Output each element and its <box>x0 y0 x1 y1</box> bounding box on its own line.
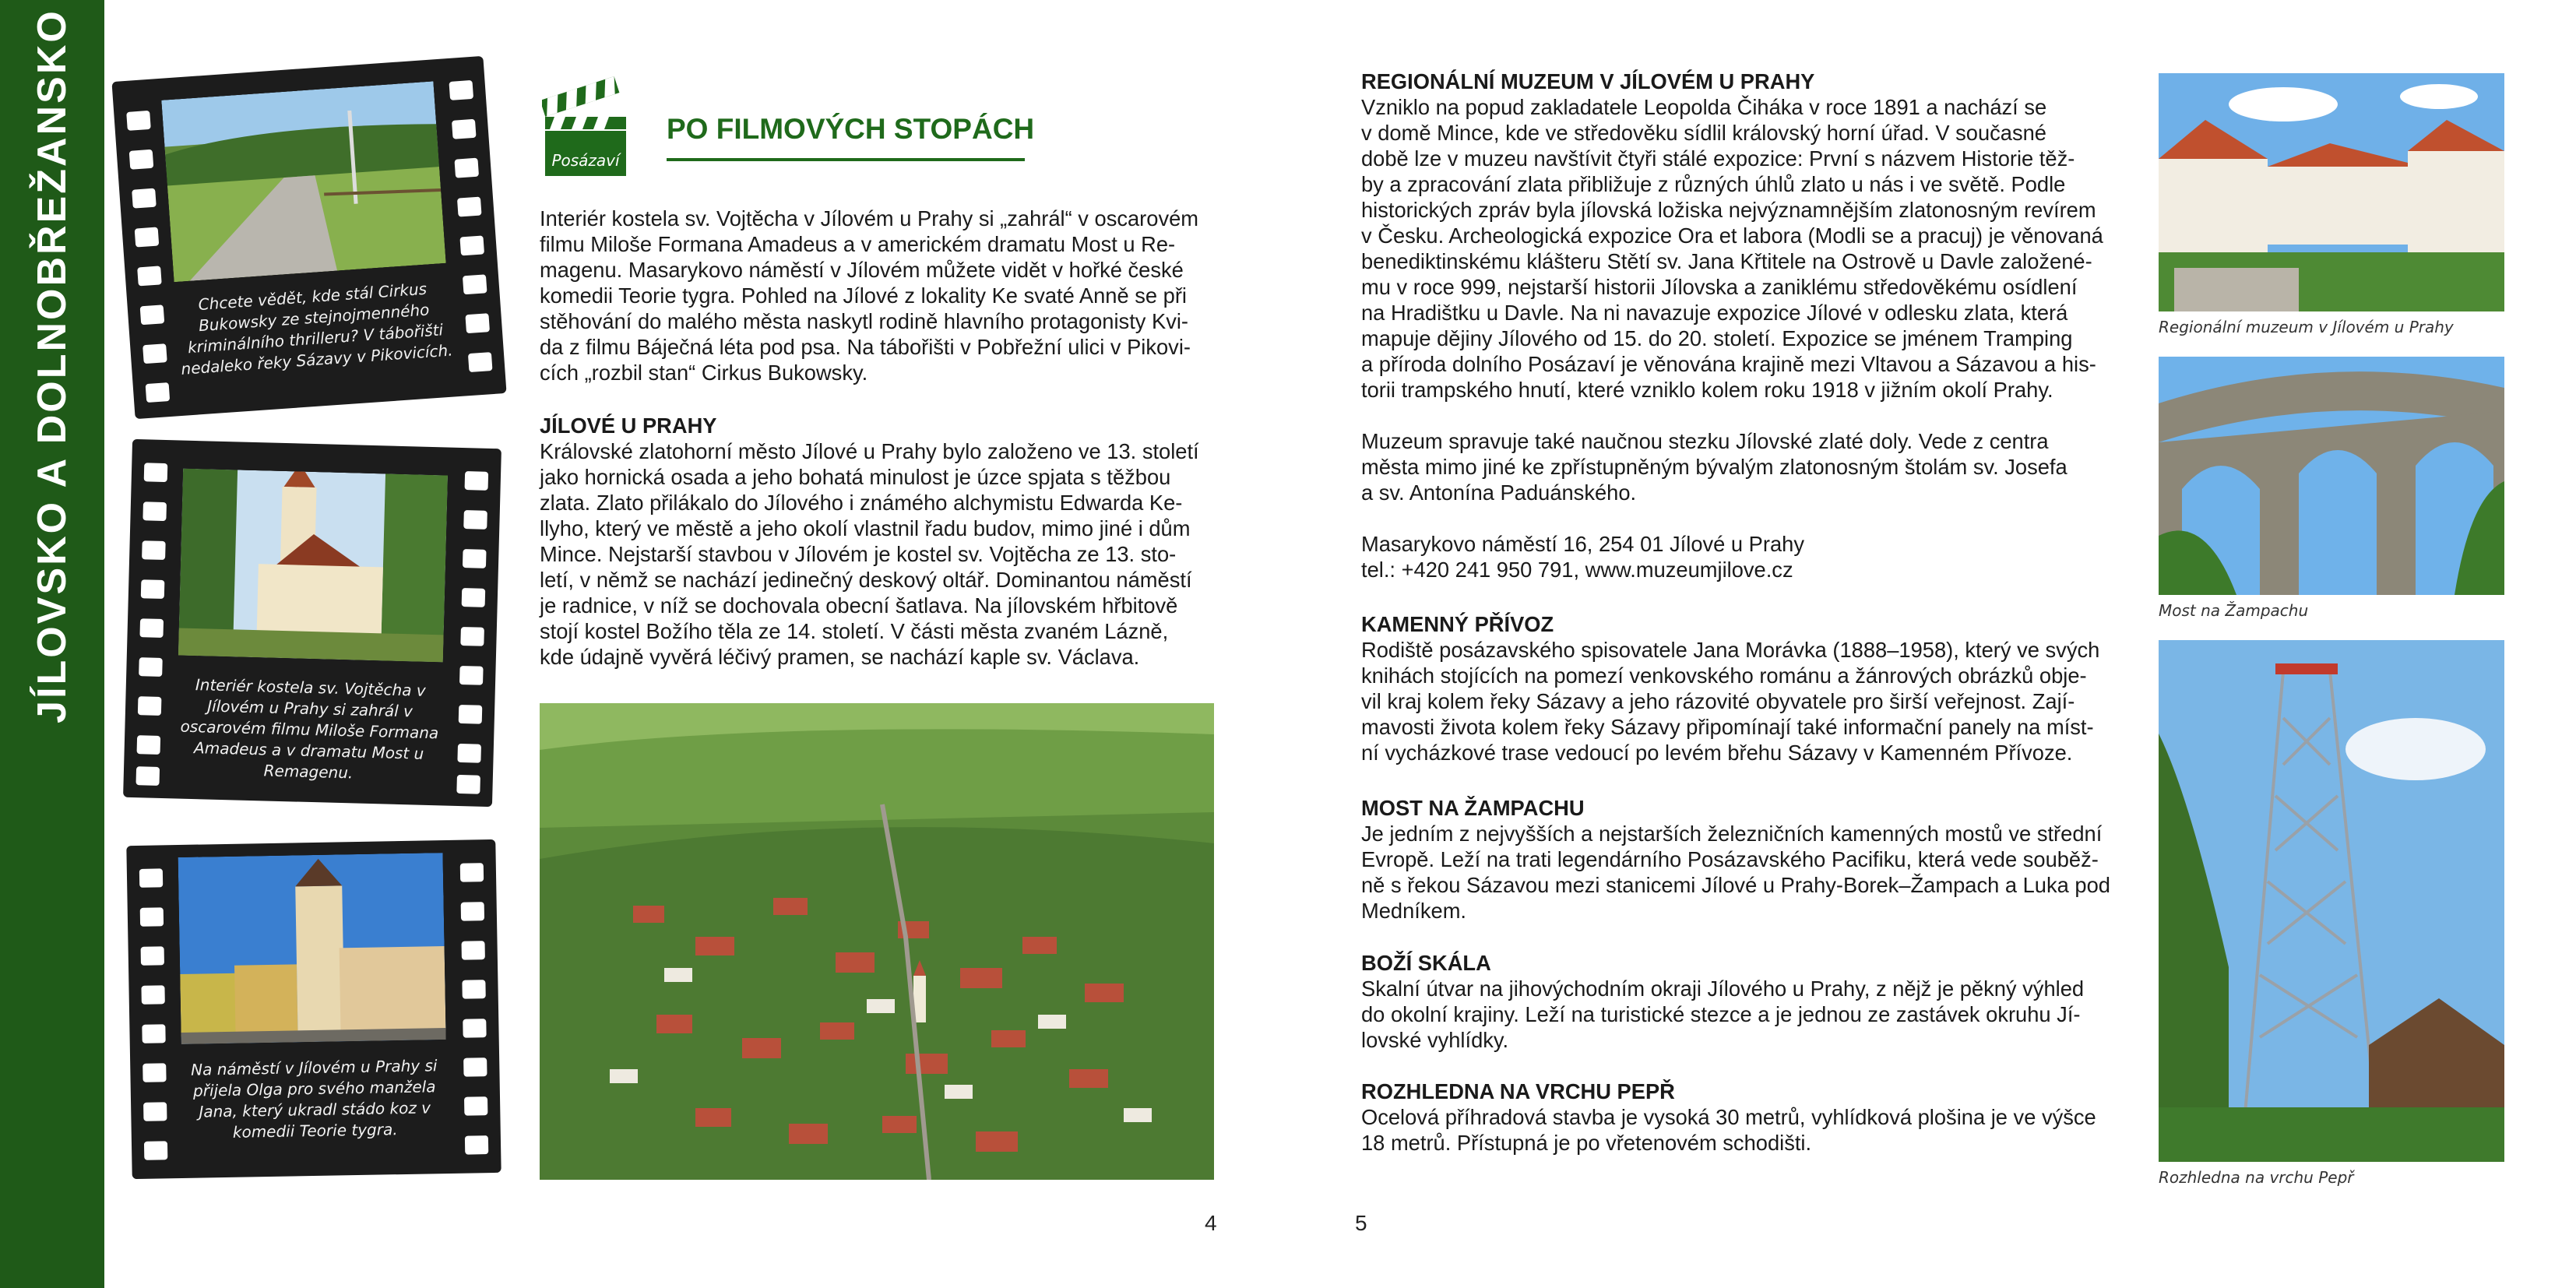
kamenny-line: knihách stojících na pomezí venkovského románu a žánrových obrázků obje- <box>1361 663 2087 688</box>
kamenny-line: mavosti života kolem řeky Sázavy připomínají také informační panely na míst- <box>1361 715 2094 739</box>
jilove-line: llyho, který ve městě a jeho okolí vlastnil řadu budov, mimo jiné i dům <box>540 516 1191 540</box>
section-rule <box>667 158 1025 161</box>
museum-line: na Hradištku u Davle. Na ni navazuje expozice Jílové v odlesku zlata, která <box>1361 301 2068 325</box>
museum-line: době lze v muzeu navštívit čtyři stálé expozice: První s názvem Historie těž- <box>1361 146 2075 171</box>
museum-photo-caption: Regionální muzeum v Jílovém u Prahy <box>2159 318 2454 336</box>
museum-line: v domě Mince, kde ve středověku sídlil královský horní úřad. V současné <box>1361 121 2046 145</box>
film-strip-3 <box>126 839 501 1179</box>
section-title: PO FILMOVÝCH STOPÁCH <box>667 113 1035 145</box>
museum-line: mapuje dějiny Jílového od 15. do 20. století. Expozice se jménem Tramping <box>1361 326 2073 350</box>
jilove-line: Mince. Nejstarší stavbou v Jílovém je kostel sv. Vojtěcha ze 13. sto- <box>540 542 1177 566</box>
jilove-line: zlata. Zlato přilákalo do Jílového i známého alchymistu Edwarda Ke- <box>540 491 1183 515</box>
intro-line: stěhování do malého města naskytl rodině hlavního protagonisty Kvi- <box>540 309 1189 333</box>
jilove-line: Královské zlatohorní město Jílové u Prahy bylo založeno ve 13. století <box>540 439 1199 463</box>
film-photo-square <box>178 853 446 1044</box>
tower-photo <box>2159 640 2504 1162</box>
side-title: JÍLOVSKO A DOLNOBŘEŽANSKO <box>30 9 75 723</box>
jilove-line: je radnice, v níž se dochovala obecní šatlava. Na jílovském hřbitově <box>540 593 1178 618</box>
jilove-line: kde údajně vyvěrá léčivý pramen, se nachází kaple sv. Václava. <box>540 645 1140 669</box>
film-strip-2 <box>123 439 501 807</box>
most-line: ně s řekou Sázavou mezi stanicemi Jílové u Prahy-Borek–Žampach a Luka pod <box>1361 873 2110 897</box>
intro-line: komedii Teorie tygra. Pohled na Jílové z lokality Ke svaté Anně se při <box>540 283 1187 308</box>
film-strip-1 <box>111 56 506 419</box>
museum-line2: Muzeum spravuje také naučnou stezku Jílovské zlaté doly. Vede z centra <box>1361 429 2049 453</box>
aerial-town-photo <box>540 703 1214 1180</box>
film-photo-church <box>178 469 448 663</box>
museum-line: a příroda dolního Posázaví je věnována krajině mezi Vltavou a Sázavou a his- <box>1361 352 2096 376</box>
film-caption-3: Na náměstí v Jílovém u Prahy si přijela Olga pro svého manžela Jana, který ukradl stádo koz v komedii Teorie tygra. <box>190 1056 438 1142</box>
intro-line: da z filmu Báječná léta pod psa. Na tábořišti v Pobřežní ulici v Pikovi- <box>540 335 1191 359</box>
intro-line: cích „rozbil stan“ Cirkus Bukowsky. <box>540 361 868 385</box>
museum-line2: a sv. Antonína Paduánského. <box>1361 480 1637 505</box>
jilove-line: stojí kostel Božího těla ze 14. století. V části města zvaném Lázně, <box>540 619 1169 643</box>
bozi-line: do okolní krajiny. Leží na turistické stezce a je jednou ze zastávek okruhu Jí- <box>1361 1002 2081 1026</box>
clapper-label: Posázaví <box>551 151 620 170</box>
kamenny-section <box>1361 611 2117 765</box>
jilove-section <box>540 413 1214 670</box>
bozi-heading: BOŽÍ SKÁLA <box>1361 951 1491 975</box>
intro-line: filmu Miloše Formana Amadeus a v americkém dramatu Most u Re- <box>540 232 1176 256</box>
viaduct-photo <box>2159 357 2504 595</box>
side-band <box>0 0 104 1288</box>
kamenny-line: Rodiště posázavského spisovatele Jana Morávka (1888–1958), který ve svých <box>1361 638 2100 662</box>
museum-address: Masarykovo náměstí 16, 254 01 Jílové u Prahy <box>1361 532 1804 556</box>
most-heading: MOST NA ŽAMPACHU <box>1361 796 1585 820</box>
museum-line: Vzniklo na popud zakladatele Leopolda Čiháka v roce 1891 a nachází se <box>1361 95 2047 119</box>
museum-heading: REGIONÁLNÍ MUZEUM V JÍLOVÉM U PRAHY <box>1361 69 1815 93</box>
intro-line: magenu. Masarykovo náměstí v Jílovém můžete vidět v hořké české <box>540 258 1184 282</box>
most-line: Je jedním z nejvyšších a nejstarších železničních kamenných mostů ve střední <box>1361 822 2103 846</box>
kamenny-line: ní vycházkové trase vedoucí po levém břehu Sázavy v Kamenném Přívoze. <box>1361 741 2073 765</box>
tower-photo-caption: Rozhledna na vrchu Pepř <box>2159 1168 2354 1187</box>
bozi-line: Skalní útvar na jihovýchodním okraji Jílového u Prahy, z nějž je pěkný výhled <box>1361 977 2085 1001</box>
clapperboard-icon <box>542 70 629 178</box>
intro-line: Interiér kostela sv. Vojtěcha v Jílovém u Prahy si „zahrál“ v oscarovém <box>540 206 1199 231</box>
museum-line: v Česku. Archeologická expozice Ora et labora (Modli se a pracuj) je věnovaná <box>1361 223 2103 248</box>
kamenny-heading: KAMENNÝ PŘÍVOZ <box>1361 612 1554 636</box>
film-caption-2: Interiér kostela sv. Vojtěcha v Jílovém u Prahy si zahrál v oscarovém filmu Miloše Formana Amadeus a v dramatu Most u Remagenu. <box>180 675 439 783</box>
museum-photo <box>2159 73 2504 311</box>
most-line: Evropě. Leží na trati legendárního Posázavského Pacifiku, která vede souběž- <box>1361 847 2099 871</box>
bozi-line: lovské vyhlídky. <box>1361 1028 1509 1052</box>
rozhledna-heading: ROZHLEDNA NA VRCHU PEPŘ <box>1361 1079 1675 1103</box>
museum-line: benediktinskému klášteru Stětí sv. Jana Křtitele na Ostrově u Davle založené- <box>1361 249 2092 273</box>
museum-line2: města mimo jiné ke zpřístupněným bývalým zlatonosným štolám sv. Josefa <box>1361 455 2067 479</box>
intro-paragraph <box>540 206 1214 385</box>
jilove-line: jako hornická osada a jeho bohatá minulost je úzce spjata s těžbou <box>540 465 1171 489</box>
rozhledna-line: Ocelová příhradová stavba je vysoká 30 metrů, vyhlídková plošina je ve výšce <box>1361 1105 2096 1129</box>
film-photo-road <box>161 81 445 282</box>
museum-section <box>1361 69 2117 582</box>
bozi-section <box>1361 950 2117 1053</box>
viaduct-photo-caption: Most na Žampachu <box>2159 601 2309 620</box>
museum-line: torii trampského hnutí, které vzniklo kolem roku 1918 v jižním okolí Prahy. <box>1361 378 2053 402</box>
page-number-left: 4 <box>1205 1211 1217 1235</box>
page-number-right: 5 <box>1355 1211 1367 1235</box>
museum-line: mu v roce 999, nejstarší historii Jílovska a zaniklému středověkému osídlení <box>1361 275 2078 299</box>
museum-line: by a zpracování zlata přibližuje z různých úhlů zlato u nás i ve světě. Podle <box>1361 172 2066 196</box>
museum-contact: tel.: +420 241 950 791, www.muzeumjilove.cz <box>1361 558 1793 582</box>
jilove-line: letí, v němž se nachází jedinečný deskový oltář. Dominantou náměstí <box>540 568 1192 592</box>
most-line: Medníkem. <box>1361 899 1467 923</box>
film-caption-1: Chcete vědět, kde stál Cirkus Bukowsky ze stejnojmenného kriminálního thrilleru? V tábořišti nedaleko řeky Sázavy v Pikovicích. <box>180 279 454 378</box>
rozhledna-line: 18 metrů. Přístupná je po vřetenovém schodišti. <box>1361 1131 1812 1155</box>
most-section <box>1361 795 2117 924</box>
museum-line: historických zpráv byla jílovská ložiska nejvýznamnějším zlatonosným revírem <box>1361 198 2096 222</box>
rozhledna-section <box>1361 1079 2117 1156</box>
kamenny-line: vil kraj kolem řeky Sázavy a jeho rázovité obyvatele pro širší veřejnost. Zají- <box>1361 689 2075 713</box>
jilove-heading: JÍLOVÉ U PRAHY <box>540 413 717 438</box>
